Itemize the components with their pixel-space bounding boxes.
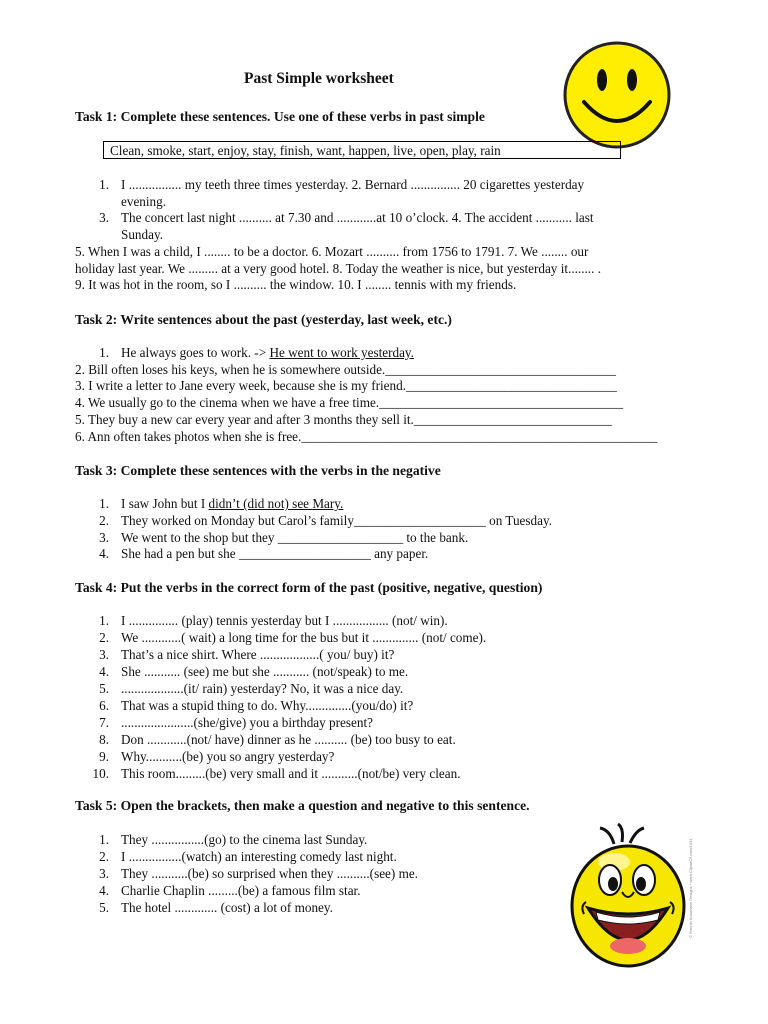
task2-heading: Task 2: Write sentences about the past (yesterday, last week, etc.) <box>75 312 452 327</box>
worksheet-page: Past Simple worksheet Task 1: Complete these sentences. Use one of these verbs in past simple Clean, smoke, start, enjoy, stay, finish, want, happen, live, open, play, rain 1. I ................ my teeth three times yesterday. 2. Bernard ............... 20 cigarettes yesterday evening. 3. The concert last night .......... at 7.30 and ............at 10 o’clock. 4. The accident ........... last Sunday. 5. When I was a child, I ........ to be a doctor. 6. Mozart .......... from 1756 to 1791. 7. We ........ our holiday last year. We ......... at a very good hotel. 8. Today the weather is nice, but yesterday it........ . 9. It was hot in the room, so I .......... the window. 10. I ........ tennis with my friends. Task 2: Write sentences about the past (yesterday, last week, etc.) 1. He always goes to work. -> He went to work yesterday. 2. Bill often loses his keys, when he is somewhere outside.___________________________________ 3. I write a letter to Jane every week, because she is my friend.________________________________ 4. We usually go to the cinema when we have a free time._____________________________________ 5. They buy a new car every year and after 3 months they sell it.______________________________ 6. Ann often takes photos when she is free.______________________________________________________ Task 3: Complete these sentences with the verbs in the negative 1. I saw John but I didn’t (did not) see Mary. 2. They worked on Monday but Carol’s family____________________ on Tuesday. 3. We went to the shop but they ___________________ to the bank. 4. She had a pen but she ____________________ any paper. Task 4: Put the verbs in the correct form of the past (positive, negative, question) 1. I ............... (play) tennis yesterday but I ................. (not/ win). 2. We ............( wait) a long time for the bus but it .............. (not/ come). 3. That’s a nice shirt. Where ..................( you/ buy) it? 4. She ........... (see) me but she ........... (not/speak) to me. 5. ...................(it/ rain) yesterday? No, it was a nice day. 6. That was a stupid thing to do. Why..............(you/do) it? 7. ......................(she/give) you a birthday present? 8. Don ............(not/ have) dinner as he .......... (be) too busy to eat. 9. Why...........(be) you so angry yesterday? 10. This room.........(be) very small and it ...........(not/be) very clean. Task 5: Open the brackets, then make a question and negative to this sentence. 1. They ................(go) to the cinema last Sunday. 2. I ................(watch) an interesting comedy last night. 3. They ...........(be) so surprised when they ..........(see) me. 4. Charlie Chaplin .........(be) a famous film star. 5. The hotel ............. (cost) a lot of money. © Ronnie Krüsmann Designs * www.ClipartOf.com/1034 <box>0 0 768 1024</box>
list-number: 5. <box>99 900 109 915</box>
example-prefix: I saw John but I <box>121 496 209 511</box>
list-item: holiday last year. We ......... at a very good hotel. 8. Today the weather is nice, but yesterday it........ . <box>75 261 601 276</box>
list-text: They ...........(be) so surprised when they ..........(see) me. <box>121 866 419 881</box>
example-prefix: He always goes to work. -> <box>121 345 270 360</box>
list-text: That’s a nice shirt. Where ..................( you/ buy) it? <box>121 647 395 662</box>
list-number: 2. <box>99 849 109 864</box>
example-answer: didn’t (did not) see Mary. <box>208 496 344 511</box>
list-number: 5. <box>99 681 109 696</box>
list-text: ...................(it/ rain) yesterday? No, it was a nice day. <box>121 681 404 696</box>
example-answer: He went to work yesterday. <box>269 345 414 360</box>
list-text: That was a stupid thing to do. Why..............(you/do) it? <box>121 698 414 713</box>
list-number: 4. <box>99 664 109 679</box>
smiley-face-icon <box>562 40 672 150</box>
list-text: This room.........(be) very small and it ...........(not/be) very clean. <box>121 766 461 781</box>
list-number: 10. <box>92 766 109 781</box>
list-text: I ............... (play) tennis yesterday but I ................. (not/ win). <box>121 613 448 628</box>
list-item: 5. When I was a child, I ........ to be a doctor. 6. Mozart .......... from 1756 to 1791. 7. We ........ our <box>75 244 589 259</box>
list-item: 9. It was hot in the room, so I .......... the window. 10. I ........ tennis with my friends. <box>75 277 517 292</box>
list-text: She ........... (see) me but she ........... (not/speak) to me. <box>121 664 409 679</box>
list-item: 3. I write a letter to Jane every week, because she is my friend.________________________________ <box>75 378 618 393</box>
list-number: 2. <box>99 630 109 645</box>
list-number: 6. <box>99 698 109 713</box>
task4-heading: Task 4: Put the verbs in the correct form of the past (positive, negative, question) <box>75 580 543 595</box>
list-number: 3. <box>99 866 109 881</box>
list-text: ......................(she/give) you a birthday present? <box>121 715 373 730</box>
list-text: The hotel ............. (cost) a lot of money. <box>121 900 333 915</box>
list-number: 7. <box>99 715 109 730</box>
task3-heading: Task 3: Complete these sentences with the verbs in the negative <box>75 463 441 478</box>
task5-heading: Task 5: Open the brackets, then make a question and negative to this sentence. <box>75 798 530 813</box>
list-text: Don ............(not/ have) dinner as he .......... (be) too busy to eat. <box>121 732 456 747</box>
page-title: Past Simple worksheet <box>244 70 394 87</box>
clipart-copyright: © Ronnie Krüsmann Designs * www.ClipartOf.com/1034 <box>688 838 693 938</box>
list-number: 1. <box>99 832 109 847</box>
task1-heading: Task 1: Complete these sentences. Use one of these verbs in past simple <box>75 109 485 124</box>
list-number: 8. <box>99 732 109 747</box>
list-number: 1. <box>99 613 109 628</box>
list-number: 4. <box>99 883 109 898</box>
list-text: They ................(go) to the cinema last Sunday. <box>121 832 368 847</box>
list-item: 5. They buy a new car every year and after 3 months they sell it.______________________________ <box>75 412 612 427</box>
list-text: We ............( wait) a long time for the bus but it .............. (not/ come). <box>121 630 487 645</box>
list-item: 6. Ann often takes photos when she is free.______________________________________________________ <box>75 429 658 444</box>
list-item: 2. Bill often loses his keys, when he is somewhere outside.___________________________________ <box>75 362 617 377</box>
laughing-smiley-icon <box>566 822 690 972</box>
list-text: I ................(watch) an interesting comedy last night. <box>121 849 397 864</box>
list-number: 3. <box>99 647 109 662</box>
list-item: 4. We usually go to the cinema when we have a free time._____________________________________ <box>75 395 624 410</box>
list-text: Why...........(be) you so angry yesterday? <box>121 749 335 764</box>
list-text: Charlie Chaplin .........(be) a famous film star. <box>121 883 361 898</box>
verb-list-box: Clean, smoke, start, enjoy, stay, finish, want, happen, live, open, play, rain <box>103 141 621 159</box>
list-number: 9. <box>99 749 109 764</box>
